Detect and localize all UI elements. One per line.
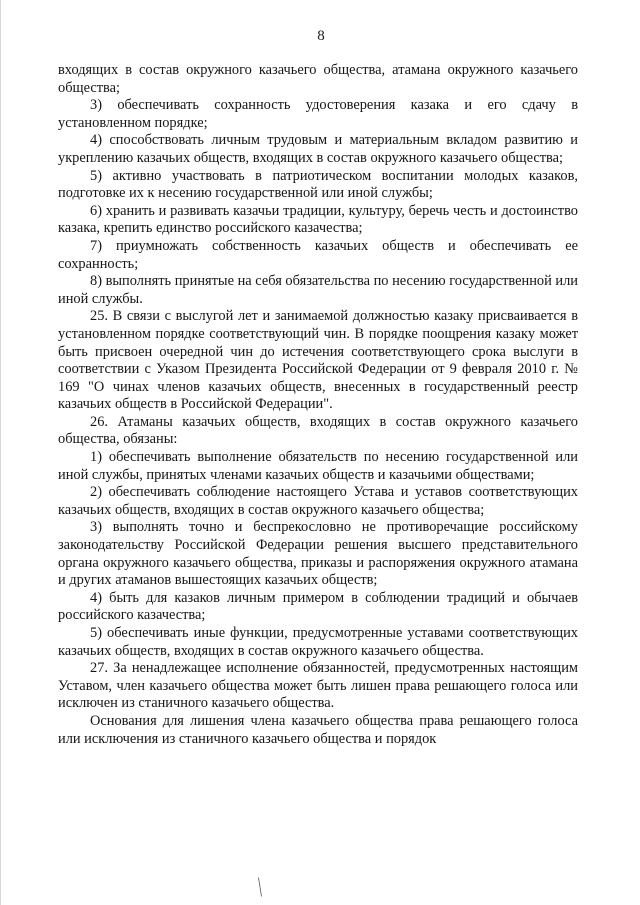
paragraph-26-item-3: 3) выполнять точно и беспрекословно не противоречащие российскому законодательству Российской Федерации решения высшего представительного органа окружного казачьего общества, приказы и распоряжения окружного атамана и других атаманов вышестоящих казачьих обществ; xyxy=(58,519,578,589)
paragraph-26-item-2: 2) обеспечивать соблюдение настоящего Устава и уставов соответствующих казачьих обществ, входящих в состав окружного казачьего общества; xyxy=(58,484,578,518)
paragraph-section-25: 25. В связи с выслугой лет и занимаемой должностью казаку присваивается в установленном порядке соответствующий чин. В порядке поощрения казаку может быть присвоен очередной чин до истечения соответствующего срока выслуги в соответствии с Указом Президента Российской Федерации от 9 февраля 2010 г. № 169 "О чинах членов казачьих обществ, внесенных в государственный реестр казачьих обществ в Российской Федерации". xyxy=(58,308,578,413)
paragraph-26-item-1: 1) обеспечивать выполнение обязательств по несению государственной или иной службы, принятых членами казачьих обществ и казачьими обществами; xyxy=(58,449,578,483)
paragraph-item-5: 5) активно участвовать в патриотическом воспитании молодых казаков, подготовке их к несению государственной или иной службы; xyxy=(58,167,578,202)
paragraph-item-4: 4) способствовать личным трудовым и материальным вкладом развитию и укреплению казачьих обществ, входящих в состав окружного казачьего общества; xyxy=(58,132,578,166)
document-body xyxy=(58,62,578,748)
paragraph-item-6: 6) хранить и развивать казачьи традиции, культуру, беречь честь и достоинство казака, крепить единство российского казачества; xyxy=(58,202,578,237)
paragraph-section-26: 26. Атаманы казачьих обществ, входящих в состав окружного казачьего общества, обязаны: xyxy=(58,413,578,448)
paragraph-item-8: 8) выполнять принятые на себя обязательства по несению государственной или иной службы. xyxy=(58,273,578,307)
page-number: 8 xyxy=(317,28,325,44)
paragraph-26-item-4: 4) быть для казаков личным примером в соблюдении традиций и обычаев российского казачества; xyxy=(58,589,578,624)
paragraph-item-7: 7) приумножать собственность казачьих обществ и обеспечивать ее сохранность; xyxy=(58,237,578,272)
scan-mark xyxy=(258,877,262,897)
paragraph-section-27: 27. За ненадлежащее исполнение обязанностей, предусмотренных настоящим Уставом, член казачьего общества может быть лишен права решающего голоса или исключен из станичного казачьего общества. xyxy=(58,660,578,712)
paragraph-26-item-5: 5) обеспечивать иные функции, предусмотренные уставами соответствующих казачьих обществ, входящих в состав окружного казачьего общества. xyxy=(58,625,578,659)
paragraph-continuation: входящих в состав окружного казачьего общества, атамана окружного казачьего общества; xyxy=(58,62,578,96)
paragraph-grounds: Основания для лишения члена казачьего общества права решающего голоса или исключения из станичного казачьего общества и порядок xyxy=(58,712,578,747)
paragraph-item-3: 3) обеспечивать сохранность удостоверения казака и его сдачу в установленном порядке; xyxy=(58,97,578,131)
